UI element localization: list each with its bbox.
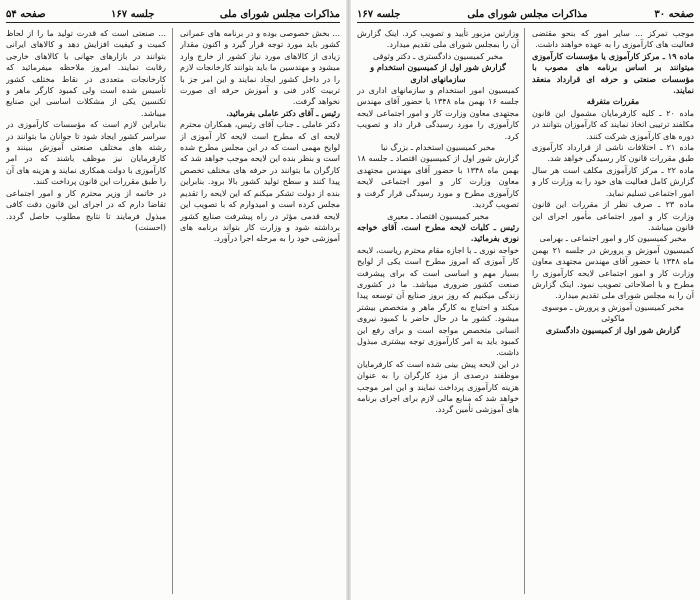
paragraph: خواجه نوری ـ با اجازه مقام محترم ریاست، لایحه کار آموزی که امروز مطرح است یکی از لوایح بسیار مهم و اساسی است که برای پیشرفت صنعت کشور ضروری میباشد. ما در کشوری زندگی میکنیم که روز بروز صنایع آن توسعه پیدا میکند و احتیاج به کارگر ماهر و متخصص بیشتر میشود. کشور ما در حال حاضر با کمبود نیروی انسانی متخصص مواجه است و برای رفع این کمبود باید به امر کارآموزی توجه بیشتری مبذول داشت. <box>357 245 519 358</box>
signature-line: مخبر کمیسیون استخدام ـ بزرگ نیا <box>380 143 496 153</box>
signature-line: مخبر کمیسیون اقتصاد ـ معیری <box>387 211 489 221</box>
speaker-line: رئیس ـ کلیات لایحه مطرح است. آقای خواجه نوری بفرمائید. <box>357 221 519 244</box>
article-paragraph: ماده ۲۰ ـ کلیه کارفرمایان مشمول این قانون مکلفند ترتیبی اتخاذ نمایند که کارآموزان بتوانند در دوره های کارآموزی شرکت کنند. <box>532 108 694 141</box>
right-page-header <box>357 6 694 23</box>
paragraph: ... صنعتی است که قدرت تولید ما را از لحاظ کمیت و کیفیت افزایش دهد و کالاهای ایرانی بتوانند در بازارهای جهانی با کالاهای خارجی رقابت نمایند. امروز ملاحظه میفرمائید که کارخانجات متعددی در نقاط مختلف کشور تأسیس شده است ولی کمبود کارگر ماهر و تکنسین یکی از مشکلات اساسی این صنایع میباشد. <box>6 29 166 118</box>
speaker-line: رئیس ـ آقای دکتر عاملی بفرمائید. <box>226 107 340 118</box>
paragraph: کمیسیون امور استخدام و سازمانهای اداری در جلسه ۱۶ بهمن ماه ۱۳۴۸ با حضور آقای مهندس مجتهدی معاون وزارت کار و امور اجتماعی لایحه کارآموزی را مورد رسیدگی قرار داد و تصویب کرد. <box>357 86 519 141</box>
section-heading: گزارش شور اول از کمیسیون دادگستری <box>545 324 681 335</box>
paragraph: بنابراین لازم است که مؤسسات کارآموزی در سراسر کشور ایجاد شود تا جوانان ما بتوانند در رشته های مختلف صنعتی آموزش ببینند و کارفرمایان نیز موظف باشند که در امر کارآموزی با دولت همکاری نمایند و هزینه های آن را طبق مقررات این قانون پرداخت کنند. <box>6 120 166 187</box>
right-page-column-left <box>357 28 519 594</box>
paragraph: گزارش شور اول از کمیسیون اقتصاد ـ جلسه ۱۸ بهمن ماه ۱۳۴۸ با حضور آقای مهندس مجتهدی معاون وزارت کار و امور اجتماعی لایحه کارآموزی مطرح و مورد رسیدگی قرار گرفت و تصویب گردید. <box>357 154 519 210</box>
paragraph: وزارتین مزبور تأیید و تصویب کرد. اینک گزارش آن را بمجلس شورای ملی تقدیم میدارد. <box>357 29 519 50</box>
left-page <box>0 0 346 600</box>
left-header-session: جلسه ۱۶۷ <box>111 8 155 20</box>
right-page <box>351 0 700 600</box>
left-page-header <box>6 6 340 23</box>
article-paragraph: ماده ۲۲ ـ مرکز کارآموزی مکلف است هر سال گزارش کامل فعالیت های خود را به وزارت کار و امور اجتماعی تسلیم نماید. <box>532 165 694 198</box>
right-page-column-right <box>532 28 694 594</box>
signature-line: مخبر کمیسیون آموزش و پرورش ـ موسوی ماکوئی <box>541 302 685 324</box>
right-header-title: مذاکرات مجلس شورای ملی <box>467 8 588 20</box>
paragraph: در این لایحه پیش بینی شده است که کارفرمایان موظفند درصدی از مزد کارگران را به عنوان هزینه کارآموزی پرداخت نمایند و این امر موجب خواهد شد که منابع مالی لازم برای اجرای برنامه های آموزشی تأمین گردد. <box>357 359 519 415</box>
column-divider <box>172 28 173 594</box>
signature-line: مخبر کمیسیون دادگستری ـ دکتر وثوقی <box>372 51 504 61</box>
section-heading: گزارش شور اول از کمیسیون استخدام و سازمانهای اداری <box>370 62 506 84</box>
column-divider <box>524 28 525 594</box>
paragraph: کمیسیون آموزش و پرورش در جلسه ۲۱ بهمن ماه ۱۳۴۸ با حضور آقای مهندس مجتهدی معاون وزارت کار و امور اجتماعی لایحه کارآموزی را مطرح و با اصلاحاتی تصویب نمود. اینک گزارش آن را به مجلس شورای ملی تقدیم میدارد. <box>532 245 694 301</box>
right-header-session: جلسه ۱۶۷ <box>357 8 401 20</box>
article-paragraph: ماده ۲۳ ـ صرف نظر از مقررات این قانون وزارت کار و امور اجتماعی مأمور اجرای این قانون میباشد. <box>532 200 694 232</box>
left-header-page-number: صفحه ۵۴ <box>6 8 46 20</box>
paragraph: دکتر عاملی ـ جناب آقای رئیس، همکاران محترم لایحه ای که مطرح است لایحه کار آموزی از لوایح مهمی است که در این مجلس مطرح شده است و بنظر بنده این لایحه موجب خواهد شد که کارگران ما بتوانند در حرفه های مختلف تخصص پیدا کنند و سطح تولید کشور بالا برود. بنابراین بنده از دولت تشکر میکنم که این لایحه را تقدیم مجلس کرده است و امیدوارم که با تصویب این لایحه قدمی مؤثر در راه پیشرفت صنایع کشور برداشته شود و وزارت کار بتواند برنامه های آموزشی خود را به مرحله اجرا درآورد. <box>180 120 340 244</box>
article-paragraph: ماده ۲۱ ـ اختلافات ناشی از قرارداد کارآموزی طبق مقررات قانون کار رسیدگی خواهد شد. <box>532 143 694 164</box>
section-heading: مقررات متفرقه <box>586 96 640 107</box>
article-paragraph: ماده ۱۹ ـ مرکز کارآموزی یا مؤسسات کارآموزی میتوانند بر اساس برنامه های مصوب با مؤسسات صنعتی و حرفه ای قرارداد منعقد نمایند. <box>532 50 694 96</box>
left-page-column-right <box>180 28 340 594</box>
paragraph: ... بخش خصوصی بوده و در برنامه های عمرانی کشور باید مورد توجه قرار گیرد و اکنون مقدار زیادی از کالاهای مورد نیاز کشور از خارج وارد میشود و مهندسین ما باید بتوانند کارخانجات لازم را در داخل کشور ایجاد نمایند و این امر جز با تربیت کادر فنی و آموزش حرفه ای صورت نخواهد گرفت. <box>180 29 340 107</box>
paragraph: در خاتمه از وزیر محترم کار و امور اجتماعی تقاضا دارم که در اجرای این قانون دقت کافی مبذول فرمایند تا نتایج مطلوب حاصل گردد. (احسنت) <box>6 188 166 232</box>
signature-line: مخبر کمیسیون کار و امور اجتماعی ـ بهرامی <box>539 234 687 244</box>
left-header-title: مذاکرات مجلس شورای ملی <box>219 8 340 20</box>
left-page-column-left <box>6 28 166 594</box>
paragraph: موجب تمرکز ... سایر امور که بنحو مقتضی فعالیت های کارآموزی را به عهده خواهند داشت. <box>532 29 694 50</box>
right-header-page-number: صفحه ۳۰ <box>654 8 694 20</box>
